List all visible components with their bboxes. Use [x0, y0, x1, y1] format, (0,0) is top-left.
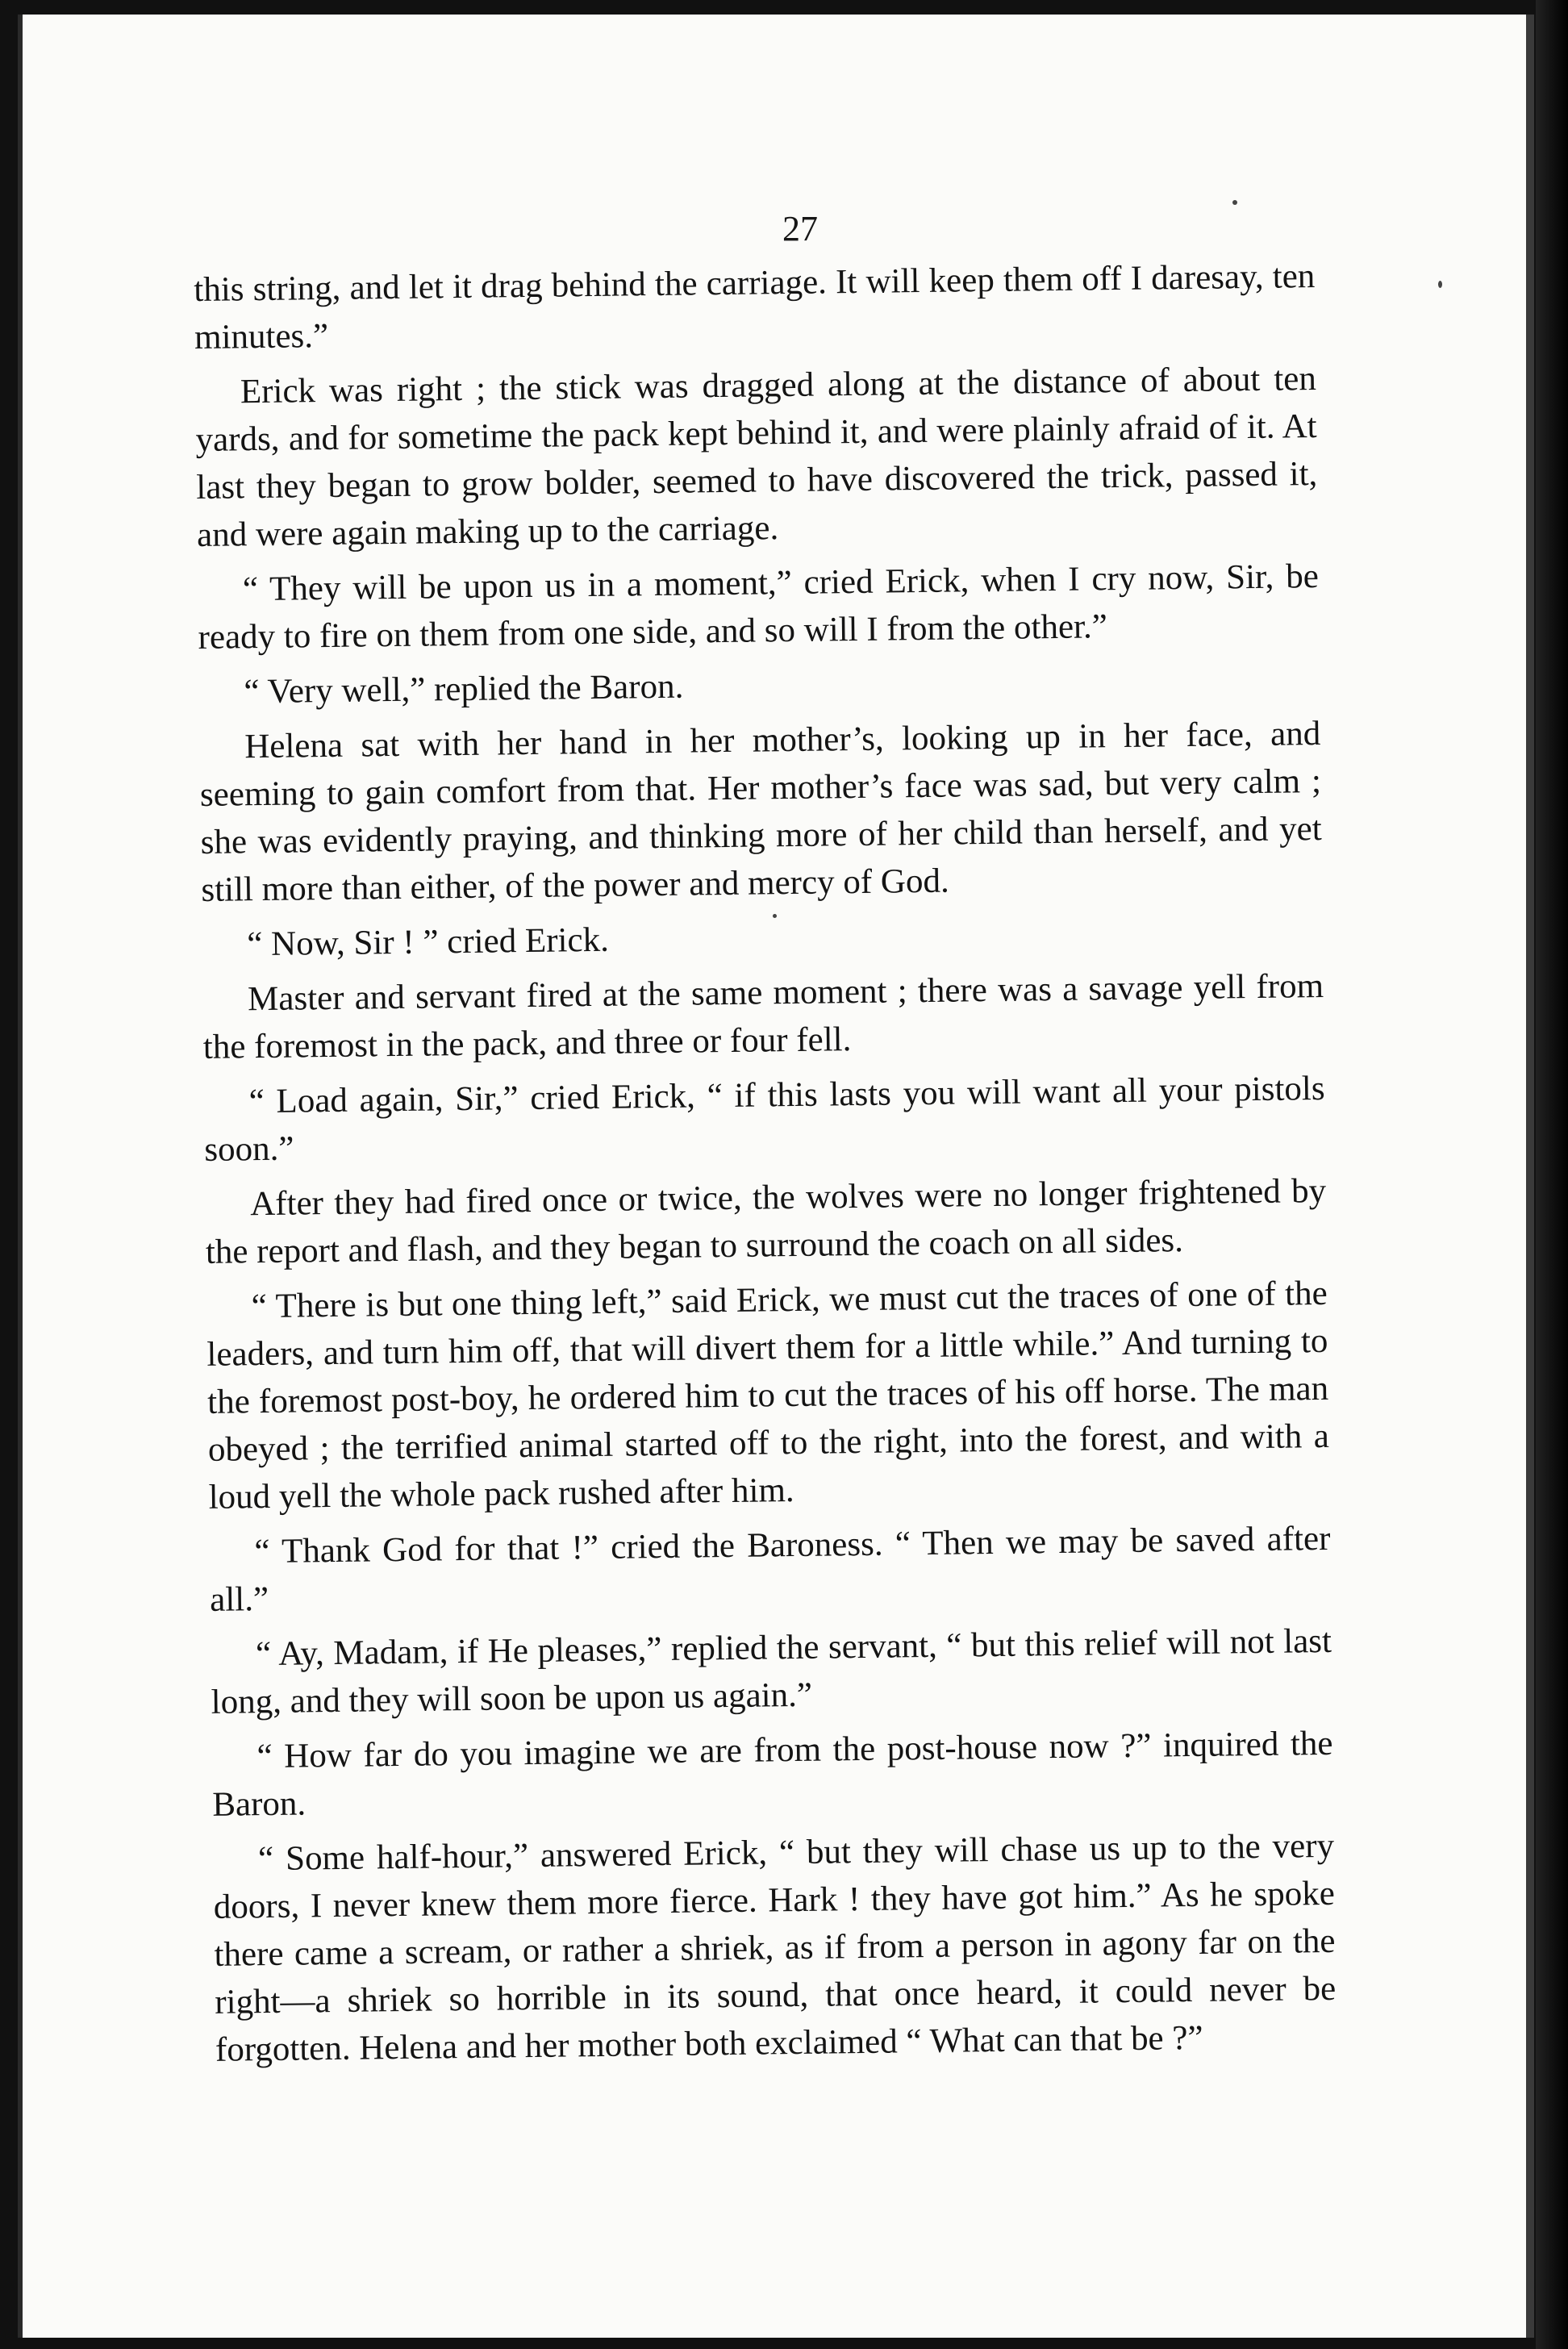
- paragraph: Erick was right ; the stick was dragged along at the distance of about ten yards, and for sometime the pack kept behind it, and were plainly afraid of it. At last they began to grow bolder, seemed to have discovered the trick, passed it, and were again making up to the carriage.: [195, 360, 1318, 554]
- paragraph: “ Ay, Madam, if He pleases,” replied the servant, “ but this relief will not last long, and they will soon be upon us again.”: [211, 1621, 1332, 1721]
- paragraph: “ Load again, Sir,” cried Erick, “ if this lasts you will want all your pistols soon.”: [204, 1069, 1325, 1169]
- paragraph: “ How far do you imagine we are from the post-house now ?” inquired the Baron.: [212, 1724, 1333, 1824]
- paragraph: “ There is but one thing left,” said Erick, we must cut the traces of one of the leaders, and turn him off, that will divert them for a little while.” And turning to the foremost post-boy, he ordered him to cut the traces of his off horse. The man obeyed ; the terrified animal started off to the right, into the forest, and with a loud yell the whole pack rushed after him.: [206, 1274, 1330, 1517]
- paragraph: Helena sat with her hand in her mother’s, looking up in her face, and seeming to gain comfort from that. Her mother’s face was sad, but very calm ; she was evidently praying, and thinking more of her child than herself, and yet still more than either, of the power and mercy of God.: [199, 714, 1322, 909]
- paragraph: “ Some half-hour,” answered Erick, “ but they will chase us up to the very doors, I never knew them more fierce. Hark ! they have got him.” As he spoke there came a scream, or rather a shriek, as if from a person in agony far on the right—a shriek so horrible in its sound, that once heard, it could never be forgotten. Helena and her mother both exclaimed “ What can that be ?”: [213, 1826, 1337, 2069]
- paragraph: “ Now, Sir ! ” cried Erick.: [246, 920, 610, 964]
- paragraph: “ Very well,” replied the Baron.: [244, 667, 684, 711]
- paragraph: After they had fired once or twice, the wolves were no longer frightened by the report and flash, and they began to surround the coach on all sides.: [205, 1171, 1327, 1271]
- paragraph: “ Thank God for that !” cried the Baroness. “ Then we may be saved after all.”: [209, 1519, 1331, 1619]
- ink-speck: [1232, 200, 1237, 205]
- body-text: [194, 252, 1337, 2081]
- paragraph: this string, and let it drag behind the carriage. It will keep them off I daresay, ten minutes.”: [194, 257, 1316, 357]
- paragraph: “ They will be upon us in a moment,” cried Erick, when I cry now, Sir, be ready to fire on them from one side, and so will I from the other.”: [198, 557, 1320, 657]
- page-number: 27: [782, 209, 818, 248]
- ink-speck: [1438, 281, 1442, 288]
- paragraph: Master and servant fired at the same moment ; there was a savage yell from the foremost in the pack, and three or four fell.: [202, 966, 1324, 1066]
- page-edge-shadow: [1536, 0, 1568, 2349]
